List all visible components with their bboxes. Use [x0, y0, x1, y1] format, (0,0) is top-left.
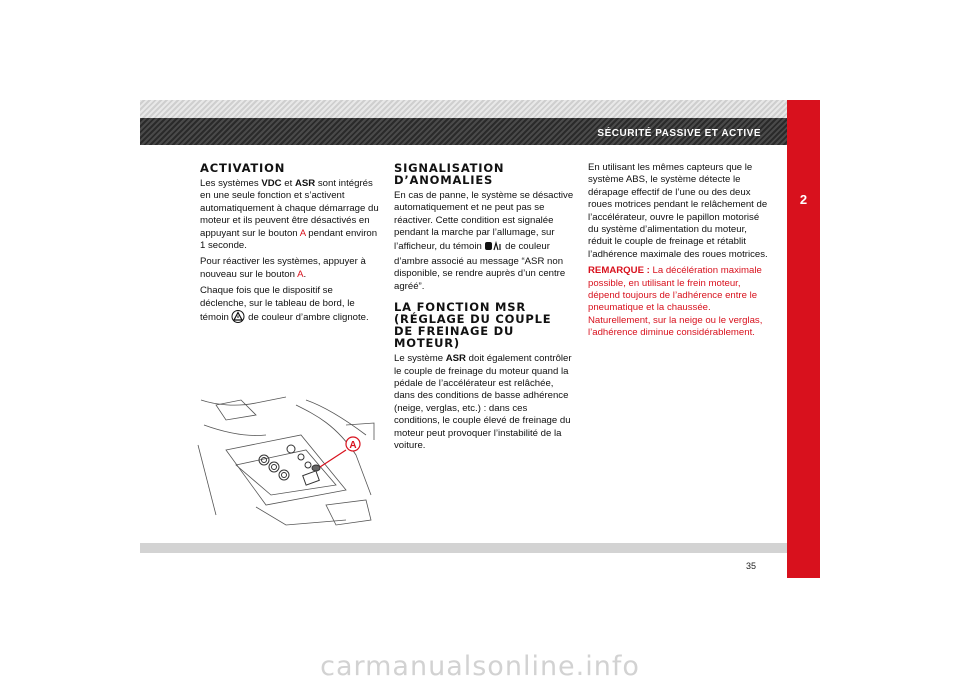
text: Chaque fois que le dispositif se déclenche, sur le tableau de bord, le témoin [200, 285, 355, 324]
text: sont intégrés en une seule fonction et s’activent automatiquement à chaque démarrage du moteur et ils peuvent être désactivés en appuyant sur le bouton [200, 178, 379, 239]
column-msr-continued [588, 162, 771, 344]
text: . [303, 268, 307, 280]
text-asr: ASR [294, 178, 316, 189]
chapter-tab [787, 100, 820, 578]
figure-label-a: A [349, 440, 357, 451]
section-title: SÉCURITÉ PASSIVE ET ACTIVE [597, 128, 761, 139]
page-number: 35 [746, 561, 757, 571]
heading-line: (RÉGLAGE DU COUPLE [394, 312, 552, 327]
watermark: carmanualsonline.info [320, 651, 640, 682]
text: de couleur d’ambre associé au message “ASR non disponible, se rendre auprès d’un centre agréé”. [394, 240, 566, 292]
paragraph [394, 190, 574, 293]
skid-warning-icon [484, 240, 502, 256]
console-illustration [196, 395, 376, 530]
heading-line: D’ANOMALIES [394, 173, 494, 187]
heading-line: MOTEUR) [394, 336, 460, 351]
text: Le système [394, 353, 446, 365]
warning-triangle-icon [231, 310, 245, 327]
heading-msr [394, 301, 574, 349]
button-a-ref: A [299, 227, 306, 239]
heading-activation: ACTIVATION [200, 161, 286, 175]
paragraph [200, 178, 380, 252]
paragraph [200, 285, 380, 327]
text: et [281, 178, 295, 189]
text-vdc: VDC [261, 178, 282, 189]
text: pendant environ 1 seconde. [200, 227, 378, 252]
text: doit également contrôler le couple de freinage du moteur quand la pédale de l’accélérateur est relâchée, dans des conditions de basse adhérence (neige, verglas, etc.) : dans ces conditions, le couple élevé de freinage du moteur peut provoquer l’instabilité de la voiture. [394, 353, 572, 452]
note-paragraph [588, 265, 771, 339]
column-activation [200, 162, 380, 331]
text-asr: ASR [445, 353, 466, 365]
paragraph [200, 256, 380, 281]
paragraph [394, 353, 574, 452]
header-band [140, 100, 787, 145]
heading-line: LA FONCTION MSR [394, 300, 527, 315]
header-light-strip [140, 100, 787, 118]
paragraph: En utilisant les mêmes capteurs que le système ABS, le système détecte le dérapage effectif de l’une ou des deux roues motrices pendant le relâchement de l’accélérateur, ouvre le papillon motorisé du système d’alimentation du moteur, réduit le couple de freinage et rétablit l’adhérence maximale des roues motrices. [588, 162, 768, 260]
text: de couleur d’ambre clignote. [245, 312, 369, 324]
heading-anomalies [394, 162, 574, 186]
note-label: REMARQUE : [588, 265, 650, 277]
chapter-number: 2 [799, 192, 808, 207]
heading-line: DE FREINAGE DU [394, 324, 515, 339]
note-text: La décélération maximale possible, en utilisant le frein moteur, dépend toujours de l’adhérence entre le pneumatique et la chaussée. Naturellement, sur la neige ou le verglas, l’adhérence diminue considérablement. [588, 265, 763, 339]
text: Les systèmes [200, 178, 262, 189]
button-a-ref: A [297, 268, 304, 280]
footer-band [140, 543, 787, 553]
text: En cas de panne, le système se désactive automatiquement et ne peut pas se réactiver. Cette condition est signalée pendant la marche par l’allumage, sur l’afficheur, du témoin [394, 190, 574, 252]
column-anomalies [394, 162, 574, 457]
heading-line: SIGNALISATION [394, 161, 505, 175]
text: Pour réactiver les systèmes, appuyer à nouveau sur le bouton [200, 256, 366, 280]
